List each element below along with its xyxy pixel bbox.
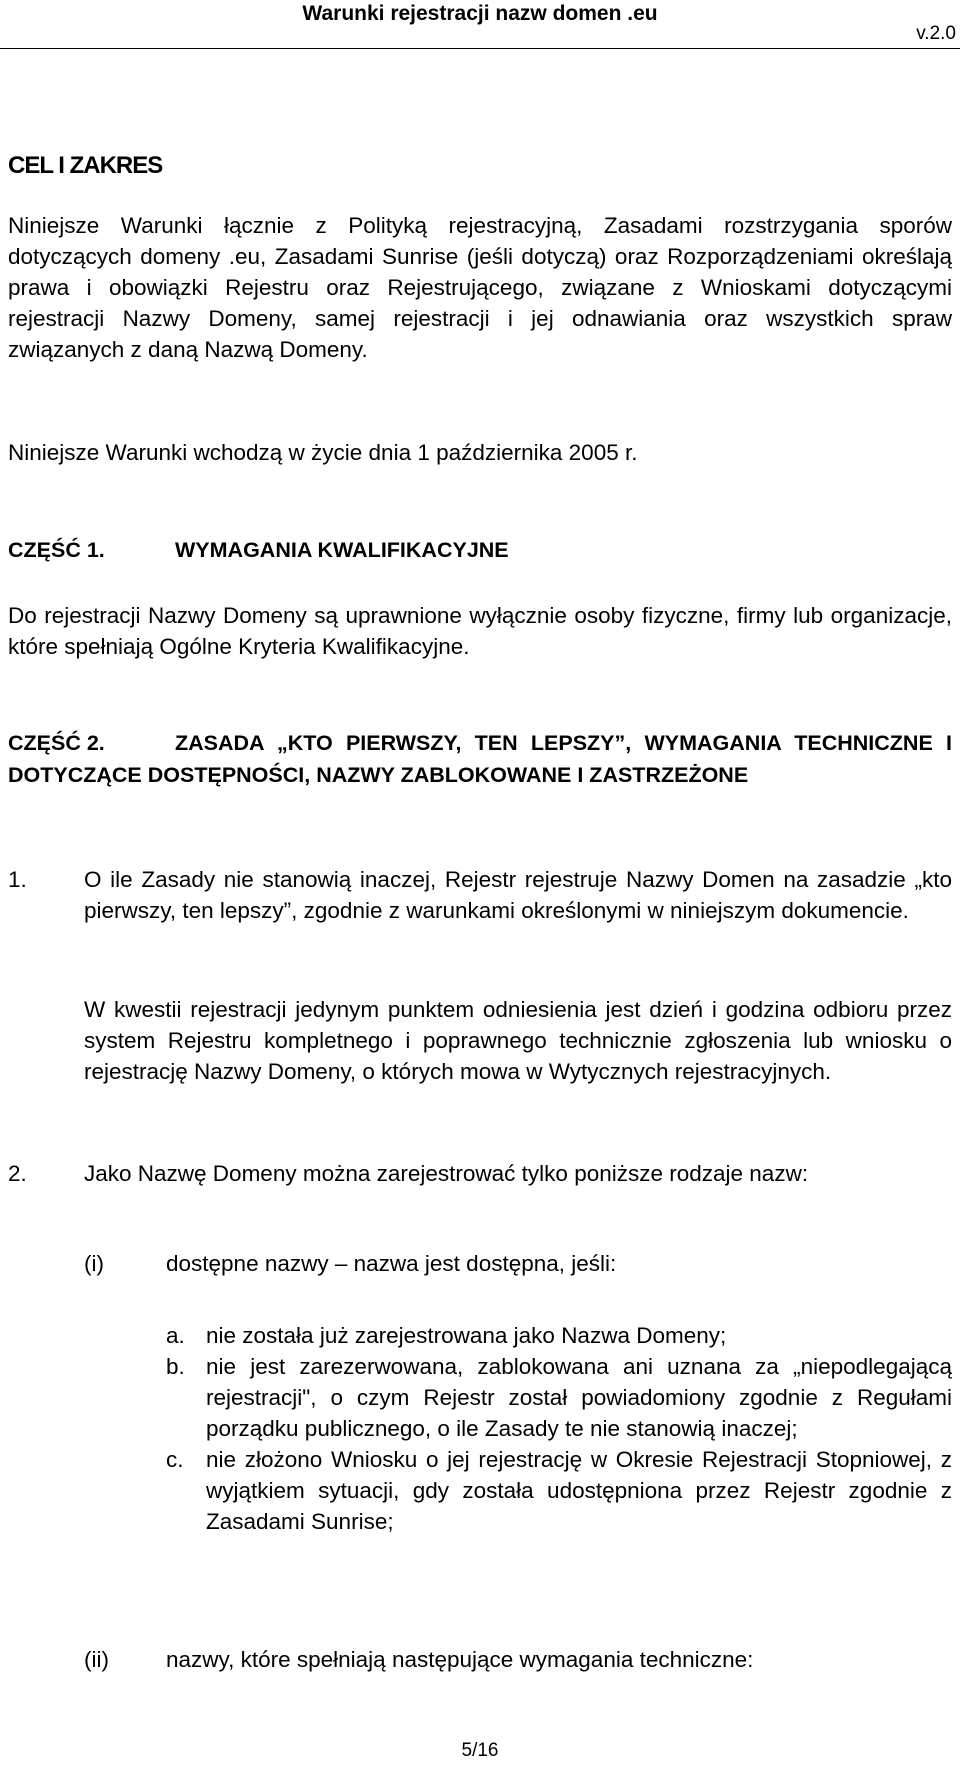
list-item (166, 1444, 952, 1537)
item-text: Jako Nazwę Domeny można zarejestrować tylko poniższe rodzaje nazw: (84, 1161, 809, 1186)
sub-item-i (84, 1248, 952, 1279)
list-item (166, 1351, 952, 1444)
part-2-item-1 (8, 864, 952, 926)
list-item-text: nie została już zarejestrowana jako Nazwa Domeny; (206, 1323, 727, 1348)
part-2-number: CZĘŚĆ 2. (8, 731, 105, 755)
item-number: 1. (8, 867, 27, 892)
list-item-letter: b. (166, 1354, 185, 1379)
intro-paragraph: Niniejsze Warunki łącznie z Polityką rejestracyjną, Zasadami rozstrzygania sporów dotyczących domeny .eu, Zasadami Sunrise (jeśli dotyczą) oraz Rozporządzeniami określają prawa i obowiązki Rejestru oraz Rejestrującego, związane z Wnioskami dotyczącymi rejestracji Nazwy Domeny, samej rejestracji i jej odnawiania oraz wszystkich spraw związanych z daną Nazwą Domeny. (8, 213, 952, 362)
part-2-item-1-paragraph: W kwestii rejestracji jedynym punktem odniesienia jest dzień i godzina odbioru przez system Rejestru kompletnego i poprawnego technicznie zgłoszenia lub wniosku o rejestrację Nazwy Domeny, o których mowa w Wytycznych rejestracyjnych. (84, 997, 952, 1084)
header-divider (0, 48, 960, 49)
list-item-letter: a. (166, 1323, 185, 1348)
item-number: 2. (8, 1161, 27, 1186)
list-item-letter: c. (166, 1447, 184, 1472)
page-header (0, 0, 960, 52)
sub-item-text: dostępne nazwy – nazwa jest dostępna, jeśli: (166, 1251, 617, 1276)
page-number: 5/16 (461, 1740, 499, 1761)
list-item-text: nie jest zarezerwowana, zablokowana ani uznana za „niepodlegającą rejestracji", o czym Rejestr został powiadomiony zgodnie z Regułami porządku publicznego, o ile Zasady te nie stanowią inaczej; (206, 1354, 952, 1441)
part-1-heading (8, 534, 952, 566)
list-item (166, 1320, 952, 1351)
effective-date-paragraph: Niniejsze Warunki wchodzą w życie dnia 1 października 2005 r. (8, 440, 638, 465)
part-1-paragraph: Do rejestracji Nazwy Domeny są uprawnione wyłącznie osoby fizyczne, firmy lub organizacje, które spełniają Ogólne Kryteria Kwalifikacyjne. (8, 603, 952, 659)
part-2-title: ZASADA „KTO PIERWSZY, TEN LEPSZY”, WYMAGANIA TECHNICZNE I DOTYCZĄCE DOSTĘPNOŚCI, NAZWY ZABLOKOWANE I ZASTRZEŻONE (8, 731, 952, 787)
document-title: Warunki rejestracji nazw domen .eu (302, 2, 658, 25)
document-version: v.2.0 (916, 23, 956, 44)
part-2-item-2 (8, 1158, 952, 1189)
sub-item-text: nazwy, które spełniają następujące wymagania techniczne: (166, 1647, 754, 1672)
section-heading-cel-i-zakres: CEL I ZAKRES (8, 152, 163, 179)
item-text: O ile Zasady nie stanowią inaczej, Rejestr rejestruje Nazwy Domen na zasadzie „kto pierwszy, ten lepszy”, zgodnie z warunkami określonymi w niniejszym dokumencie. (84, 867, 952, 923)
list-item-text: nie złożono Wniosku o jej rejestrację w Okresie Rejestracji Stopniowej, z wyjątkiem sytuacji, gdy została udostępniona przez Rejestr zgodnie z Zasadami Sunrise; (206, 1447, 952, 1534)
sub-item-number: (ii) (84, 1647, 109, 1672)
sub-item-ii (84, 1644, 952, 1675)
lettered-list (166, 1320, 952, 1537)
part-2-heading (8, 727, 952, 791)
part-1-title: WYMAGANIA KWALIFIKACYJNE (175, 538, 509, 562)
part-1-number: CZĘŚĆ 1. (8, 538, 105, 562)
sub-item-number: (i) (84, 1251, 104, 1276)
